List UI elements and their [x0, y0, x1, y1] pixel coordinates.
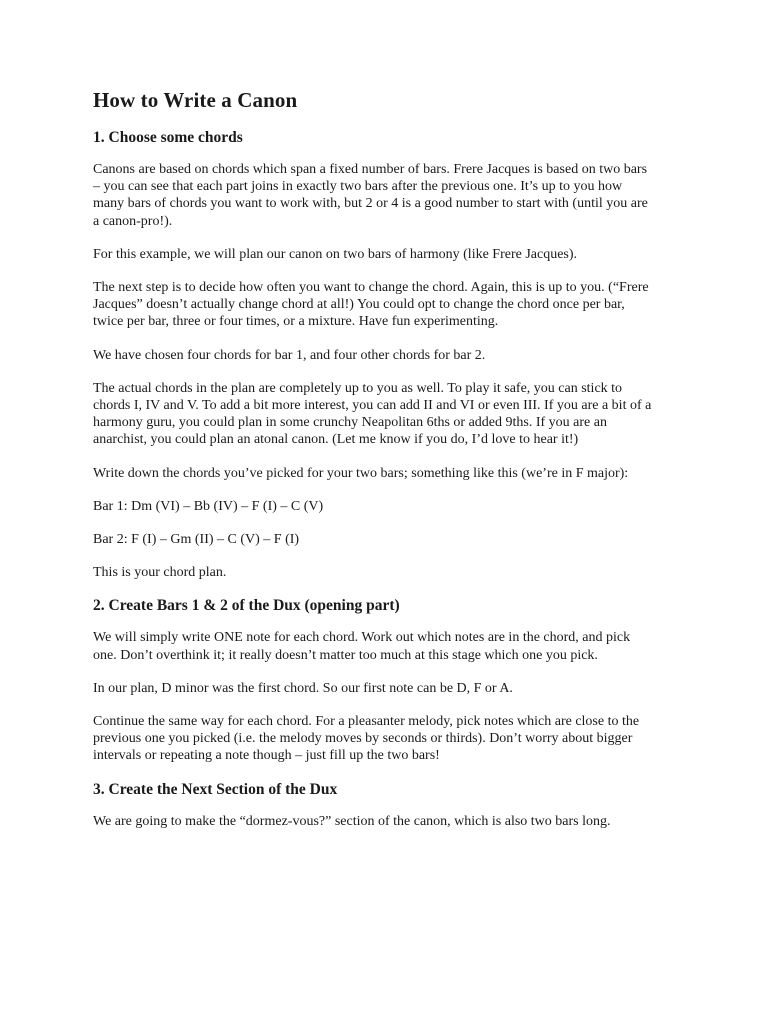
- paragraph: The actual chords in the plan are completely up to you as well. To play it safe, you can stick to chords I, IV and V. To add a bit more interest, you can add II and VI or even III. If you are a bit of a harmony guru, you could plan in some crunchy Neapolitan 6ths or added 9ths. If you are an anarchist, you could plan an atonal canon. (Let me know if you do, I’d love to hear it!): [93, 380, 652, 448]
- paragraph: In our plan, D minor was the first chord. So our first note can be D, F or A.: [93, 680, 513, 696]
- paragraph: We are going to make the “dormez-vous?” section of the canon, which is also two bars long.: [93, 813, 611, 829]
- paragraph: Canons are based on chords which span a fixed number of bars. Frere Jacques is based on two bars – you can see that each part joins in exactly two bars after the previous one. It’s up to you how many bars of chords you want to work with, but 2 or 4 is a good number to start with (until you are a canon-pro!).: [93, 162, 648, 229]
- page-title: How to Write a Canon: [93, 88, 298, 112]
- chord-plan-bar-2: Bar 2: F (I) – Gm (II) – C (V) – F (I): [93, 532, 300, 548]
- section-heading-choose-chords: 1. Choose some chords: [93, 129, 243, 146]
- document-page: [93, 86, 653, 830]
- section-heading-next-section: 3. Create the Next Section of the Dux: [93, 780, 338, 798]
- paragraph: We will simply write ONE note for each chord. Work out which notes are in the chord, and pick one. Don’t overthink it; it really doesn’t matter too much at this stage which one you pick.: [93, 630, 631, 663]
- paragraph: Continue the same way for each chord. For a pleasanter melody, pick notes which are close to the previous one you picked (i.e. the melody moves by seconds or thirds). Don’t worry about bigger intervals or repeating a note though – just fill up the two bars!: [93, 714, 640, 764]
- paragraph: The next step is to decide how often you want to change the chord. Again, this is up to you. (“Frere Jacques” doesn’t actually change chord at all!) You could opt to change the chord once per bar, twice per bar, three or four times, or a mixture. Have fun experimenting.: [93, 280, 649, 330]
- paragraph: For this example, we will plan our canon on two bars of harmony (like Frere Jacques).: [93, 246, 578, 262]
- section-heading-create-bars: 2. Create Bars 1 & 2 of the Dux (opening part): [93, 597, 400, 615]
- paragraph: We have chosen four chords for bar 1, and four other chords for bar 2.: [93, 347, 486, 363]
- paragraph: Write down the chords you’ve picked for your two bars; something like this (we’re in F major):: [93, 465, 629, 481]
- paragraph: This is your chord plan.: [93, 565, 227, 581]
- chord-plan-bar-1: Bar 1: Dm (VI) – Bb (IV) – F (I) – C (V): [93, 498, 324, 514]
